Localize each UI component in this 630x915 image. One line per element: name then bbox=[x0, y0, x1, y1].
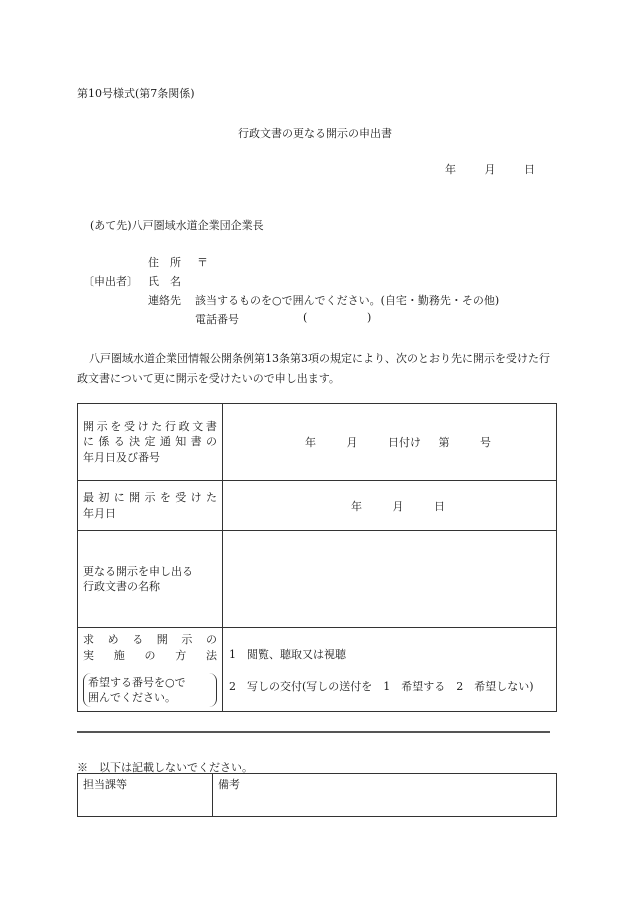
document-name-field[interactable] bbox=[223, 531, 557, 628]
label-char: け bbox=[137, 419, 149, 433]
first-day-label: 日 bbox=[434, 499, 445, 513]
remarks-cell bbox=[213, 774, 557, 817]
method-label-line1 bbox=[83, 632, 217, 648]
label-char: 実 bbox=[83, 648, 94, 662]
label-char: 開 bbox=[156, 633, 168, 646]
form-number: 第10号様式(第7条関係) bbox=[77, 87, 195, 100]
notice-year-label: 年 bbox=[305, 436, 316, 449]
label-char: 文 bbox=[192, 419, 204, 433]
notice-go-label: 号 bbox=[480, 436, 491, 449]
label-char: 係 bbox=[98, 435, 110, 449]
label-char: 示 bbox=[96, 419, 108, 433]
label-char: の bbox=[144, 648, 156, 662]
applicant-label: 〔申出者〕 bbox=[83, 275, 138, 288]
label-char: 書 bbox=[205, 419, 217, 433]
label-char: を bbox=[110, 419, 122, 433]
method-label-line2 bbox=[83, 648, 217, 664]
label-char: 最 bbox=[83, 491, 94, 504]
instruction-line: 囲んでください。 bbox=[88, 691, 176, 704]
option-view-listen[interactable]: 1 閲覧、聴取又は視聴 bbox=[229, 647, 346, 661]
label-char: を bbox=[159, 491, 171, 504]
method-instruction bbox=[83, 673, 217, 707]
dept-label: 担当課等 bbox=[83, 778, 127, 791]
office-use-note: ※ 以下は記載しないでください。 bbox=[77, 761, 253, 774]
notice-month-label: 月 bbox=[346, 436, 358, 449]
label-char: 政 bbox=[178, 419, 190, 433]
label-char: 示 bbox=[144, 491, 156, 504]
label-char: た bbox=[206, 491, 217, 504]
label-line bbox=[83, 490, 217, 506]
contact-label: 連絡先 bbox=[148, 294, 181, 307]
table-row bbox=[78, 404, 557, 481]
label-char: 示 bbox=[181, 633, 193, 646]
label-char: 開 bbox=[129, 491, 141, 504]
method-label bbox=[78, 628, 223, 712]
table-row bbox=[78, 628, 557, 712]
label-char: 書 bbox=[190, 435, 202, 449]
label-char: の bbox=[205, 633, 217, 646]
date-year-label: 年 bbox=[445, 163, 456, 176]
label-char: 求 bbox=[83, 633, 94, 646]
phone-paren-open: ( bbox=[303, 311, 308, 324]
decision-notice-label bbox=[78, 404, 223, 481]
first-month-label: 月 bbox=[392, 499, 404, 513]
first-year-label: 年 bbox=[351, 499, 362, 513]
instruction-line: 希望する番号を○で bbox=[88, 676, 186, 689]
separator-line bbox=[77, 731, 550, 733]
label-char: に bbox=[113, 491, 125, 504]
phone-label: 電話番号 bbox=[195, 313, 239, 326]
first-disclosure-date-field[interactable] bbox=[223, 481, 557, 531]
phone-field[interactable] bbox=[312, 311, 364, 325]
date-day-label: 日 bbox=[524, 163, 535, 176]
name-field[interactable] bbox=[198, 273, 518, 287]
label-char: 受 bbox=[123, 419, 135, 433]
label-char: け bbox=[190, 491, 202, 504]
request-table bbox=[77, 403, 557, 712]
request-paragraph: 八戸圏域水道企業団情報公開条例第13条第3項の規定により、次のとおり先に開示を受けた行政文書について更に開示を受けたいので申し出ます。 bbox=[77, 352, 550, 385]
name-label: 氏 名 bbox=[148, 275, 181, 288]
label-char: 方 bbox=[175, 648, 187, 662]
dept-cell bbox=[78, 774, 213, 817]
label-char: る bbox=[132, 633, 144, 646]
table-row bbox=[78, 531, 557, 628]
method-options bbox=[223, 628, 557, 712]
contact-instruction[interactable]: 該当するものを○で囲んでください。(自宅・勤務先・その他) bbox=[195, 294, 500, 307]
form-title: 行政文書の更なる開示の申出書 bbox=[238, 127, 392, 140]
label-char: 施 bbox=[113, 648, 125, 662]
label-char: の bbox=[206, 435, 217, 449]
label-line bbox=[83, 419, 217, 435]
label-char: 行 bbox=[164, 419, 176, 433]
label-char: 定 bbox=[144, 435, 156, 449]
address-label: 住 所 bbox=[148, 256, 181, 269]
addressee: (あて先)八戸圏域水道企業団企業長 bbox=[90, 219, 264, 232]
table-row bbox=[78, 774, 557, 817]
label-char: 法 bbox=[206, 648, 217, 662]
first-disclosure-label bbox=[78, 481, 223, 531]
label-char: に bbox=[83, 435, 94, 449]
application-date[interactable] bbox=[445, 161, 535, 177]
remarks-label: 備考 bbox=[218, 778, 240, 791]
label-char: た bbox=[151, 419, 163, 433]
label-line: 行政文書の名称 bbox=[83, 580, 160, 593]
label-char: め bbox=[107, 633, 119, 646]
option-copy-delivery[interactable]: 2 写しの交付(写しの送付を 1 希望する 2 希望しない) bbox=[229, 679, 534, 693]
decision-notice-field[interactable] bbox=[223, 404, 557, 481]
label-char: 受 bbox=[175, 491, 187, 504]
label-line: 年月日及び番号 bbox=[83, 450, 160, 464]
date-month-label: 月 bbox=[484, 163, 496, 176]
label-char: る bbox=[113, 435, 125, 449]
phone-paren-close: ) bbox=[367, 311, 372, 324]
label-line bbox=[83, 434, 217, 450]
document-name-label bbox=[78, 531, 223, 628]
label-char: 決 bbox=[129, 435, 141, 449]
notice-dated-label: 日付け bbox=[388, 436, 421, 449]
label-line: 更なる開示を申し出る bbox=[83, 564, 193, 578]
label-char: 初 bbox=[98, 491, 110, 504]
label-char: 通 bbox=[159, 435, 171, 449]
label-line: 年月日 bbox=[83, 506, 116, 520]
postal-mark: 〒 bbox=[197, 256, 208, 269]
label-char: 開 bbox=[83, 419, 94, 433]
notice-dai-label: 第 bbox=[438, 436, 450, 449]
label-char: 知 bbox=[175, 435, 187, 449]
table-row bbox=[78, 481, 557, 531]
office-use-table bbox=[77, 773, 557, 817]
